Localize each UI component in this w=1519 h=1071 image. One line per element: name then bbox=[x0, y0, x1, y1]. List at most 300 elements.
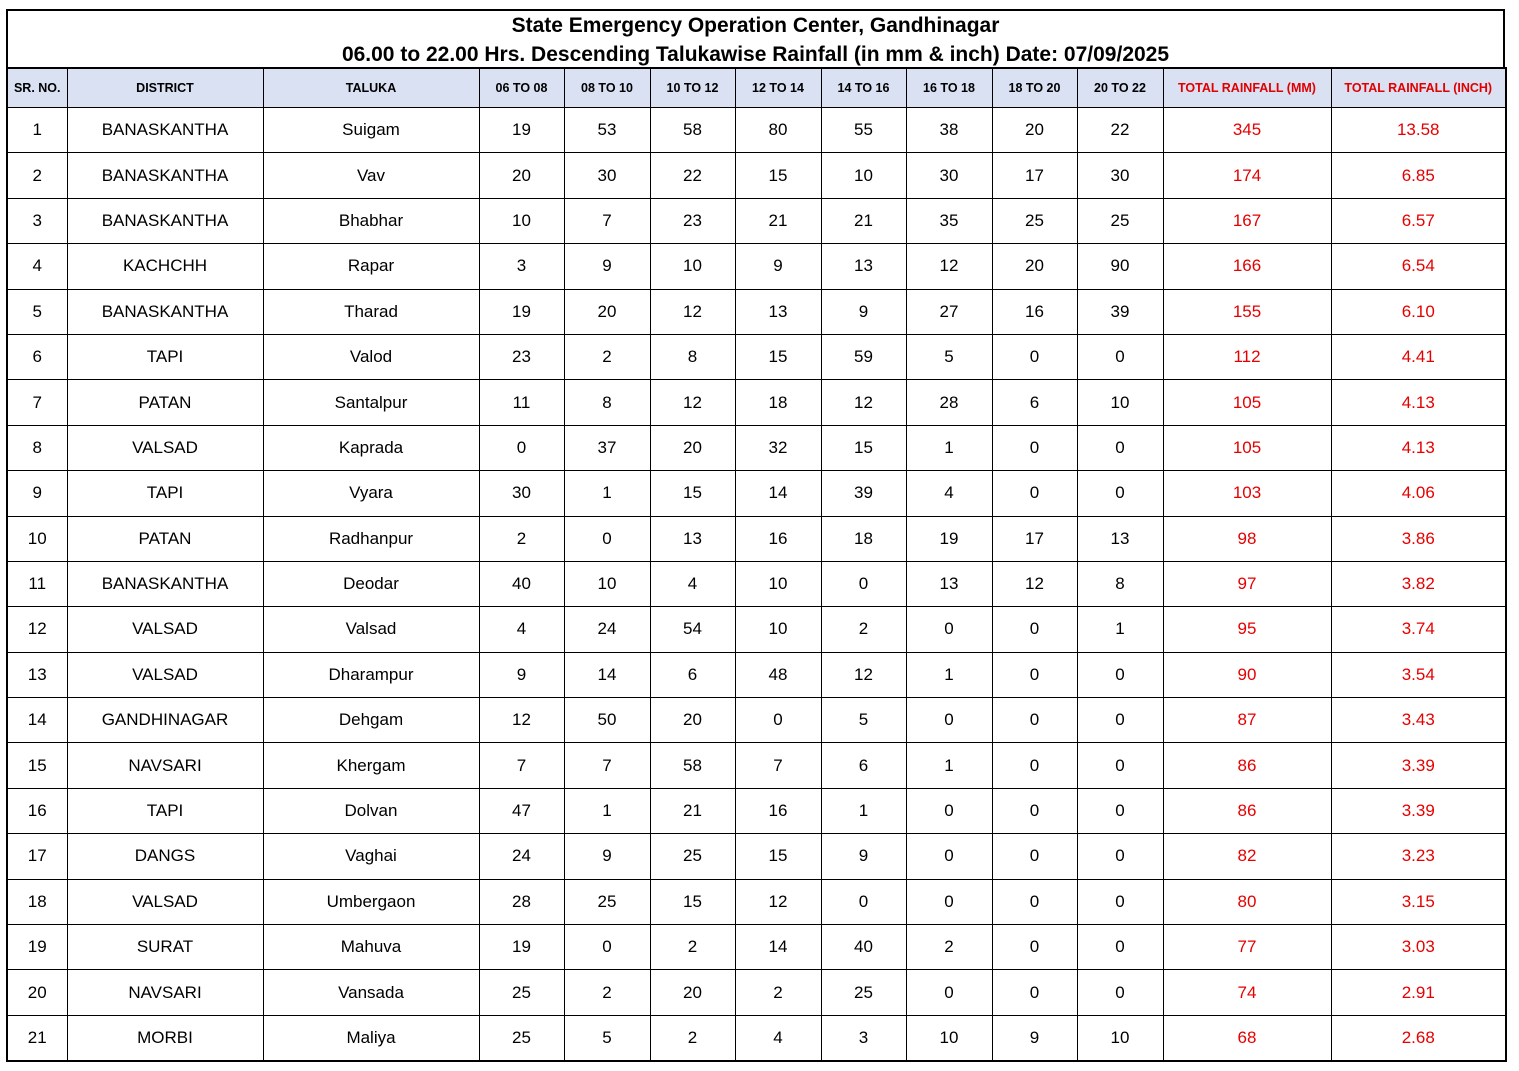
table-cell: 4.13 bbox=[1331, 425, 1506, 470]
table-cell: Maliya bbox=[263, 1015, 479, 1061]
report-sheet bbox=[6, 9, 1505, 1062]
table-cell: 12 bbox=[906, 244, 992, 289]
table-cell: 20 bbox=[650, 698, 735, 743]
table-cell: Umbergaon bbox=[263, 879, 479, 924]
table-cell: 2 bbox=[564, 970, 650, 1015]
table-cell: 80 bbox=[1163, 879, 1331, 924]
table-cell: 9 bbox=[7, 471, 67, 516]
table-cell: 20 bbox=[650, 970, 735, 1015]
table-cell: 166 bbox=[1163, 244, 1331, 289]
table-body bbox=[7, 108, 1506, 1062]
table-row bbox=[7, 108, 1506, 153]
table-row bbox=[7, 879, 1506, 924]
table-cell: 86 bbox=[1163, 788, 1331, 833]
table-cell: 87 bbox=[1163, 698, 1331, 743]
table-cell: BANASKANTHA bbox=[67, 153, 263, 198]
column-header: TALUKA bbox=[263, 68, 479, 108]
table-cell: 6.10 bbox=[1331, 289, 1506, 334]
table-cell: PATAN bbox=[67, 380, 263, 425]
table-cell: 7 bbox=[564, 198, 650, 243]
table-cell: 90 bbox=[1163, 652, 1331, 697]
table-cell: 13 bbox=[906, 561, 992, 606]
table-cell: 0 bbox=[1077, 425, 1163, 470]
table-cell: 9 bbox=[992, 1015, 1077, 1061]
table-cell: 24 bbox=[479, 834, 564, 879]
table-cell: 0 bbox=[906, 834, 992, 879]
table-cell: 30 bbox=[906, 153, 992, 198]
table-cell: 5 bbox=[7, 289, 67, 334]
table-cell: Bhabhar bbox=[263, 198, 479, 243]
table-cell: 2.68 bbox=[1331, 1015, 1506, 1061]
table-cell: 18 bbox=[735, 380, 821, 425]
table-cell: 18 bbox=[7, 879, 67, 924]
table-cell: 39 bbox=[821, 471, 906, 516]
table-cell: TAPI bbox=[67, 334, 263, 379]
table-cell: TAPI bbox=[67, 788, 263, 833]
table-cell: 10 bbox=[1077, 1015, 1163, 1061]
table-cell: 2 bbox=[7, 153, 67, 198]
table-cell: 0 bbox=[1077, 743, 1163, 788]
table-cell: 58 bbox=[650, 743, 735, 788]
table-cell: 95 bbox=[1163, 607, 1331, 652]
table-cell: 13 bbox=[735, 289, 821, 334]
table-row bbox=[7, 380, 1506, 425]
table-cell: 3.86 bbox=[1331, 516, 1506, 561]
table-cell: 2 bbox=[479, 516, 564, 561]
table-cell: 12 bbox=[992, 561, 1077, 606]
table-cell: 19 bbox=[906, 516, 992, 561]
table-cell: MORBI bbox=[67, 1015, 263, 1061]
table-cell: 12 bbox=[821, 380, 906, 425]
table-cell: 5 bbox=[564, 1015, 650, 1061]
table-cell: 6.54 bbox=[1331, 244, 1506, 289]
table-cell: 0 bbox=[906, 788, 992, 833]
table-cell: 1 bbox=[906, 425, 992, 470]
table-cell: 15 bbox=[650, 879, 735, 924]
table-cell: 10 bbox=[821, 153, 906, 198]
table-row bbox=[7, 471, 1506, 516]
table-cell: Dolvan bbox=[263, 788, 479, 833]
table-cell: 8 bbox=[7, 425, 67, 470]
table-cell: 17 bbox=[992, 516, 1077, 561]
table-cell: 30 bbox=[564, 153, 650, 198]
table-cell: 6.57 bbox=[1331, 198, 1506, 243]
table-cell: 105 bbox=[1163, 425, 1331, 470]
table-cell: 7 bbox=[7, 380, 67, 425]
table-cell: 2 bbox=[906, 925, 992, 970]
table-cell: 13 bbox=[7, 652, 67, 697]
table-cell: 40 bbox=[479, 561, 564, 606]
table-cell: 1 bbox=[1077, 607, 1163, 652]
table-row bbox=[7, 153, 1506, 198]
table-cell: 10 bbox=[735, 561, 821, 606]
table-cell: 12 bbox=[821, 652, 906, 697]
table-cell: 25 bbox=[650, 834, 735, 879]
table-cell: 15 bbox=[650, 471, 735, 516]
table-cell: 28 bbox=[906, 380, 992, 425]
table-cell: 18 bbox=[821, 516, 906, 561]
table-cell: 0 bbox=[1077, 471, 1163, 516]
table-row bbox=[7, 289, 1506, 334]
table-cell: Valod bbox=[263, 334, 479, 379]
column-header: 12 TO 14 bbox=[735, 68, 821, 108]
table-cell: 0 bbox=[992, 925, 1077, 970]
table-cell: 58 bbox=[650, 108, 735, 153]
table-row bbox=[7, 607, 1506, 652]
table-cell: 15 bbox=[821, 425, 906, 470]
table-cell: 20 bbox=[992, 108, 1077, 153]
table-cell: 0 bbox=[479, 425, 564, 470]
table-cell: Radhanpur bbox=[263, 516, 479, 561]
table-cell: 9 bbox=[735, 244, 821, 289]
table-cell: Santalpur bbox=[263, 380, 479, 425]
table-cell: 10 bbox=[735, 607, 821, 652]
column-header: 14 TO 16 bbox=[821, 68, 906, 108]
table-cell: 3.23 bbox=[1331, 834, 1506, 879]
table-cell: 20 bbox=[479, 153, 564, 198]
table-cell: 19 bbox=[479, 925, 564, 970]
table-cell: Valsad bbox=[263, 607, 479, 652]
table-cell: 2 bbox=[564, 334, 650, 379]
table-cell: 1 bbox=[564, 471, 650, 516]
table-cell: 3 bbox=[479, 244, 564, 289]
table-cell: NAVSARI bbox=[67, 970, 263, 1015]
table-cell: 38 bbox=[906, 108, 992, 153]
table-cell: 3.03 bbox=[1331, 925, 1506, 970]
table-cell: 10 bbox=[7, 516, 67, 561]
table-header-row bbox=[7, 68, 1506, 108]
table-cell: 3.15 bbox=[1331, 879, 1506, 924]
table-cell: Suigam bbox=[263, 108, 479, 153]
table-cell: VALSAD bbox=[67, 652, 263, 697]
table-cell: VALSAD bbox=[67, 607, 263, 652]
table-cell: 0 bbox=[992, 879, 1077, 924]
table-cell: Deodar bbox=[263, 561, 479, 606]
table-cell: Vaghai bbox=[263, 834, 479, 879]
table-row bbox=[7, 834, 1506, 879]
table-cell: 4 bbox=[479, 607, 564, 652]
rainfall-table bbox=[6, 67, 1507, 1062]
table-cell: 37 bbox=[564, 425, 650, 470]
table-cell: 0 bbox=[821, 879, 906, 924]
table-cell: PATAN bbox=[67, 516, 263, 561]
column-header: SR. NO. bbox=[7, 68, 67, 108]
table-cell: 0 bbox=[564, 925, 650, 970]
table-row bbox=[7, 970, 1506, 1015]
table-row bbox=[7, 788, 1506, 833]
table-cell: Vav bbox=[263, 153, 479, 198]
table-cell: 47 bbox=[479, 788, 564, 833]
table-cell: BANASKANTHA bbox=[67, 289, 263, 334]
table-cell: 10 bbox=[479, 198, 564, 243]
table-cell: 16 bbox=[735, 516, 821, 561]
table-cell: 0 bbox=[1077, 970, 1163, 1015]
column-header: DISTRICT bbox=[67, 68, 263, 108]
table-cell: 0 bbox=[564, 516, 650, 561]
table-cell: 6.85 bbox=[1331, 153, 1506, 198]
table-cell: 98 bbox=[1163, 516, 1331, 561]
column-header: 06 TO 08 bbox=[479, 68, 564, 108]
table-cell: 0 bbox=[1077, 652, 1163, 697]
column-header: 10 TO 12 bbox=[650, 68, 735, 108]
table-cell: 20 bbox=[992, 244, 1077, 289]
table-cell: 1 bbox=[7, 108, 67, 153]
table-cell: 4.13 bbox=[1331, 380, 1506, 425]
table-cell: 40 bbox=[821, 925, 906, 970]
table-cell: 11 bbox=[7, 561, 67, 606]
table-cell: 21 bbox=[821, 198, 906, 243]
table-cell: 10 bbox=[650, 244, 735, 289]
table-cell: 0 bbox=[992, 698, 1077, 743]
table-cell: 7 bbox=[564, 743, 650, 788]
table-cell: 8 bbox=[1077, 561, 1163, 606]
column-header: 08 TO 10 bbox=[564, 68, 650, 108]
table-cell: BANASKANTHA bbox=[67, 198, 263, 243]
table-cell: 68 bbox=[1163, 1015, 1331, 1061]
table-cell: 0 bbox=[992, 471, 1077, 516]
table-cell: 54 bbox=[650, 607, 735, 652]
table-cell: 6 bbox=[821, 743, 906, 788]
table-cell: 82 bbox=[1163, 834, 1331, 879]
table-cell: 6 bbox=[650, 652, 735, 697]
table-cell: 30 bbox=[1077, 153, 1163, 198]
table-cell: 0 bbox=[992, 970, 1077, 1015]
table-cell: 0 bbox=[1077, 788, 1163, 833]
table-cell: 39 bbox=[1077, 289, 1163, 334]
table-cell: 48 bbox=[735, 652, 821, 697]
table-cell: 13 bbox=[650, 516, 735, 561]
table-cell: 0 bbox=[821, 561, 906, 606]
table-cell: 86 bbox=[1163, 743, 1331, 788]
table-cell: 13 bbox=[1077, 516, 1163, 561]
table-cell: 90 bbox=[1077, 244, 1163, 289]
table-cell: 0 bbox=[992, 425, 1077, 470]
table-cell: 0 bbox=[1077, 834, 1163, 879]
table-cell: 0 bbox=[906, 607, 992, 652]
table-cell: 4 bbox=[906, 471, 992, 516]
table-cell: 25 bbox=[564, 879, 650, 924]
table-cell: 14 bbox=[735, 925, 821, 970]
table-cell: 0 bbox=[1077, 698, 1163, 743]
table-row bbox=[7, 743, 1506, 788]
table-cell: NAVSARI bbox=[67, 743, 263, 788]
table-cell: 3.39 bbox=[1331, 743, 1506, 788]
table-cell: 24 bbox=[564, 607, 650, 652]
table-cell: 59 bbox=[821, 334, 906, 379]
table-cell: BANASKANTHA bbox=[67, 561, 263, 606]
table-cell: 32 bbox=[735, 425, 821, 470]
table-cell: 6 bbox=[992, 380, 1077, 425]
table-cell: 0 bbox=[1077, 334, 1163, 379]
table-cell: 25 bbox=[821, 970, 906, 1015]
table-row bbox=[7, 1015, 1506, 1061]
report-subtitle: 06.00 to 22.00 Hrs. Descending Talukawise Rainfall (in mm & inch) Date: 07/09/2025 bbox=[341, 43, 1170, 66]
table-cell: 1 bbox=[564, 788, 650, 833]
table-cell: 345 bbox=[1163, 108, 1331, 153]
table-cell: 15 bbox=[7, 743, 67, 788]
table-cell: 1 bbox=[821, 788, 906, 833]
table-cell: 7 bbox=[735, 743, 821, 788]
table-cell: 5 bbox=[906, 334, 992, 379]
table-row bbox=[7, 425, 1506, 470]
table-cell: 10 bbox=[564, 561, 650, 606]
table-cell: 11 bbox=[479, 380, 564, 425]
table-cell: 3.43 bbox=[1331, 698, 1506, 743]
table-cell: 25 bbox=[479, 1015, 564, 1061]
table-cell: 30 bbox=[479, 471, 564, 516]
table-cell: 22 bbox=[650, 153, 735, 198]
table-cell: DANGS bbox=[67, 834, 263, 879]
table-cell: 3.74 bbox=[1331, 607, 1506, 652]
table-cell: 1 bbox=[906, 743, 992, 788]
table-cell: 19 bbox=[479, 108, 564, 153]
table-cell: 15 bbox=[735, 834, 821, 879]
table-cell: 0 bbox=[992, 788, 1077, 833]
table-cell: 0 bbox=[906, 879, 992, 924]
table-cell: 1 bbox=[906, 652, 992, 697]
table-cell: 4.41 bbox=[1331, 334, 1506, 379]
table-cell: 155 bbox=[1163, 289, 1331, 334]
table-cell: 2 bbox=[650, 925, 735, 970]
table-cell: 167 bbox=[1163, 198, 1331, 243]
table-cell: 22 bbox=[1077, 108, 1163, 153]
table-cell: 103 bbox=[1163, 471, 1331, 516]
table-cell: 0 bbox=[735, 698, 821, 743]
column-header: TOTAL RAINFALL (MM) bbox=[1163, 68, 1331, 108]
report-title: State Emergency Operation Center, Gandhinagar bbox=[511, 14, 1000, 37]
table-cell: 9 bbox=[479, 652, 564, 697]
table-cell: Tharad bbox=[263, 289, 479, 334]
table-row bbox=[7, 516, 1506, 561]
table-cell: 16 bbox=[992, 289, 1077, 334]
table-cell: 9 bbox=[821, 289, 906, 334]
table-cell: 12 bbox=[650, 380, 735, 425]
table-row bbox=[7, 334, 1506, 379]
table-cell: 4.06 bbox=[1331, 471, 1506, 516]
table-cell: BANASKANTHA bbox=[67, 108, 263, 153]
table-cell: VALSAD bbox=[67, 425, 263, 470]
column-header: TOTAL RAINFALL (INCH) bbox=[1331, 68, 1506, 108]
table-cell: 0 bbox=[906, 698, 992, 743]
table-cell: 19 bbox=[479, 289, 564, 334]
table-cell: Khergam bbox=[263, 743, 479, 788]
table-cell: 13.58 bbox=[1331, 108, 1506, 153]
table-cell: 3.54 bbox=[1331, 652, 1506, 697]
table-cell: 21 bbox=[7, 1015, 67, 1061]
table-cell: 15 bbox=[735, 334, 821, 379]
table-cell: 28 bbox=[479, 879, 564, 924]
table-cell: 2.91 bbox=[1331, 970, 1506, 1015]
table-cell: 20 bbox=[650, 425, 735, 470]
table-cell: 21 bbox=[650, 788, 735, 833]
column-header: 16 TO 18 bbox=[906, 68, 992, 108]
table-cell: 80 bbox=[735, 108, 821, 153]
table-cell: 23 bbox=[479, 334, 564, 379]
table-cell: 0 bbox=[992, 607, 1077, 652]
table-cell: 17 bbox=[7, 834, 67, 879]
table-cell: 4 bbox=[7, 244, 67, 289]
table-row bbox=[7, 244, 1506, 289]
table-cell: Kaprada bbox=[263, 425, 479, 470]
table-cell: 55 bbox=[821, 108, 906, 153]
table-cell: 0 bbox=[992, 334, 1077, 379]
table-cell: 3.39 bbox=[1331, 788, 1506, 833]
table-cell: 0 bbox=[992, 834, 1077, 879]
table-cell: 2 bbox=[650, 1015, 735, 1061]
table-cell: TAPI bbox=[67, 471, 263, 516]
table-row bbox=[7, 698, 1506, 743]
table-cell: GANDHINAGAR bbox=[67, 698, 263, 743]
table-cell: Mahuva bbox=[263, 925, 479, 970]
table-cell: 23 bbox=[650, 198, 735, 243]
report-title-box bbox=[6, 9, 1505, 67]
table-cell: 12 bbox=[479, 698, 564, 743]
table-cell: 0 bbox=[906, 970, 992, 1015]
table-cell: 105 bbox=[1163, 380, 1331, 425]
table-cell: 35 bbox=[906, 198, 992, 243]
table-cell: 14 bbox=[564, 652, 650, 697]
table-cell: 16 bbox=[735, 788, 821, 833]
table-row bbox=[7, 652, 1506, 697]
column-header: 20 TO 22 bbox=[1077, 68, 1163, 108]
table-cell: 6 bbox=[7, 334, 67, 379]
table-cell: 16 bbox=[7, 788, 67, 833]
table-cell: 9 bbox=[564, 834, 650, 879]
table-cell: 27 bbox=[906, 289, 992, 334]
table-cell: Rapar bbox=[263, 244, 479, 289]
table-cell: 25 bbox=[1077, 198, 1163, 243]
table-cell: 50 bbox=[564, 698, 650, 743]
table-cell: Vansada bbox=[263, 970, 479, 1015]
table-cell: 5 bbox=[821, 698, 906, 743]
table-cell: 9 bbox=[821, 834, 906, 879]
table-cell: 112 bbox=[1163, 334, 1331, 379]
table-cell: 19 bbox=[7, 925, 67, 970]
table-cell: 8 bbox=[650, 334, 735, 379]
table-row bbox=[7, 925, 1506, 970]
table-cell: 3 bbox=[7, 198, 67, 243]
table-cell: 13 bbox=[821, 244, 906, 289]
table-cell: 0 bbox=[992, 743, 1077, 788]
table-cell: 9 bbox=[564, 244, 650, 289]
table-cell: Dehgam bbox=[263, 698, 479, 743]
table-cell: 97 bbox=[1163, 561, 1331, 606]
table-cell: 0 bbox=[992, 652, 1077, 697]
table-cell: SURAT bbox=[67, 925, 263, 970]
table-cell: 21 bbox=[735, 198, 821, 243]
table-cell: 17 bbox=[992, 153, 1077, 198]
table-cell: 3 bbox=[821, 1015, 906, 1061]
table-cell: 3.82 bbox=[1331, 561, 1506, 606]
table-cell: 10 bbox=[906, 1015, 992, 1061]
table-cell: Vyara bbox=[263, 471, 479, 516]
table-cell: VALSAD bbox=[67, 879, 263, 924]
table-cell: 20 bbox=[564, 289, 650, 334]
table-cell: 77 bbox=[1163, 925, 1331, 970]
table-cell: 12 bbox=[7, 607, 67, 652]
table-cell: 25 bbox=[992, 198, 1077, 243]
table-cell: 14 bbox=[735, 471, 821, 516]
table-cell: 14 bbox=[7, 698, 67, 743]
table-cell: 8 bbox=[564, 380, 650, 425]
table-cell: 2 bbox=[735, 970, 821, 1015]
table-cell: 10 bbox=[1077, 380, 1163, 425]
table-cell: 4 bbox=[735, 1015, 821, 1061]
table-cell: 2 bbox=[821, 607, 906, 652]
table-cell: 0 bbox=[1077, 879, 1163, 924]
table-cell: 7 bbox=[479, 743, 564, 788]
table-cell: 12 bbox=[650, 289, 735, 334]
